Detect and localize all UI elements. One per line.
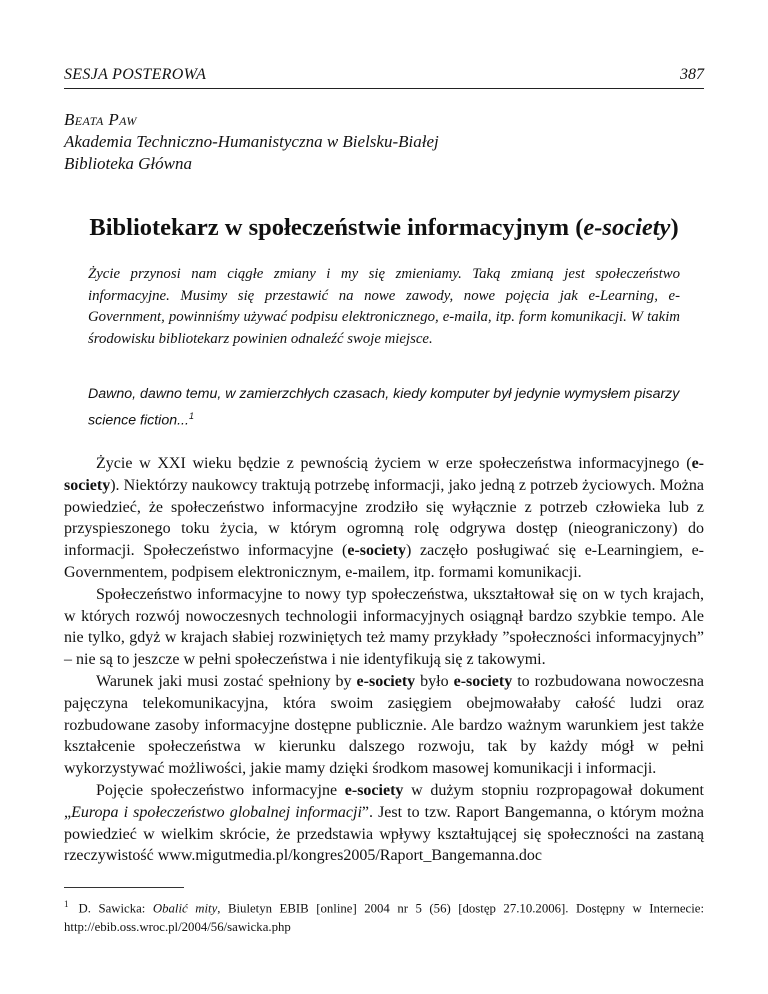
body-text-span: to rozbudowana nowoczesna pajęczyna telekomunikacyjna, która swoim zasięgiem obejmowałaby całość ludzi oraz rozbudowane zasoby informacyjne dostępne publicznie. Ale bardzo ważnym warunkiem jest także kształcenie społeczeństwa w kierunku dalszego rozwoju, tak by każdy mógł w pełni wykorzystywać możliwości, jakie mamy dzięki środkom masowej komunikacji i informacji. bbox=[64, 672, 704, 778]
body-bold-term: e-society bbox=[453, 672, 513, 690]
footnote-number: 1 bbox=[64, 899, 69, 909]
author-unit: Biblioteka Główna bbox=[64, 154, 192, 173]
footnote-author: D. Sawicka: bbox=[78, 901, 153, 916]
body-bold-term: e-society bbox=[344, 781, 404, 799]
footnote bbox=[64, 895, 704, 937]
epigraph-text: Dawno, dawno temu, w zamierzchłych czasach, kiedy komputer był jedynie wymysłem pisarzy science fiction... bbox=[88, 386, 680, 429]
body-bold-term: e-society bbox=[347, 542, 406, 560]
body-text-span: Warunek jaki musi zostać spełniony by bbox=[96, 672, 357, 690]
page-number: 387 bbox=[680, 66, 704, 83]
section-title: SESJA POSTEROWA bbox=[64, 66, 207, 83]
body-text-span: Pojęcie społeczeństwo informacyjne bbox=[96, 781, 345, 799]
footnote-rest: , Biuletyn EBIB [online] 2004 nr 5 (56) [dostęp 27.10.2006]. Dostępny w Internecie: http://ebib.oss.wroc.pl/2004/56/sawicka.php bbox=[64, 901, 705, 935]
body-bold-term: e-society bbox=[64, 455, 704, 494]
body-text-span: ”. Jest to tzw. Raport Bangemanna, o którym można powiedzieć w wielkim skrócie, że przedstawia wpływy kształtującej się społeczności na zastaną rzeczywistość www.migutmedia.pl/kongres2005/Raport_Bangemanna.doc bbox=[64, 803, 704, 865]
body-paragraph bbox=[64, 780, 704, 867]
title-close: ) bbox=[670, 214, 679, 241]
author-name: Beata Paw bbox=[64, 110, 137, 129]
footnote-divider bbox=[64, 887, 184, 888]
epigraph-footnote-ref: 1 bbox=[188, 411, 194, 421]
title-italic: e-society bbox=[583, 214, 671, 241]
author-block bbox=[64, 109, 704, 175]
body-text-span: ) zaczęło posługiwać się e-Learningiem, e-Governmentem, podpisem elektronicznym, e-mailem, itp. formami komunikacji. bbox=[64, 542, 705, 581]
body-text-span: było bbox=[415, 672, 454, 690]
body-text-span: Życie w XXI wieku będzie z pewnością życiem w erze społeczeństwa informacyjnego ( bbox=[96, 455, 692, 472]
body-text-span: ). Niektórzy naukowcy traktują potrzebę informacji, jako jedną z potrzeb życiowych. Można powiedzieć, że społeczeństwo informacyjne zrodziło się wyłącznie z potrzeb człowieka lub z przyspieszonego toku życia, w którym ogromną rolę odgrywa dostęp (nieograniczony) do informacji. Społeczeństwo informacyjne ( bbox=[64, 476, 704, 560]
running-header bbox=[64, 66, 704, 89]
body-paragraph bbox=[64, 671, 704, 780]
body-text-span: w dużym stopniu rozpropagował dokument „ bbox=[64, 781, 705, 821]
journal-page bbox=[64, 0, 704, 994]
abstract: Życie przynosi nam ciągłe zmiany i my się zmieniamy. Taką zmianą jest społeczeństwo informacyjne. Musimy się przestawić na nowe zawody, nowe pojęcia jak e-Learning, e-Government, powinniśmy używać podpisu elektronicznego, e-maila, itp. form komunikacji. W takim środowisku bibliotekarz powinien odnaleźć swoje miejsce. bbox=[88, 266, 680, 347]
footnote-title: Obalić mity bbox=[152, 901, 218, 916]
author-institution: Akademia Techniczno-Humanistyczna w Bielsku-Białej bbox=[64, 132, 439, 151]
body-bold-term: e-society bbox=[356, 672, 416, 690]
body-italic-title: Europa i społeczeństwo globalnej informacji bbox=[71, 803, 362, 821]
epigraph bbox=[88, 383, 680, 432]
body-paragraph bbox=[64, 453, 704, 584]
article-body bbox=[64, 453, 704, 867]
title-main: Bibliotekarz w społeczeństwie informacyjnym ( bbox=[89, 214, 584, 241]
body-paragraph: Społeczeństwo informacyjne to nowy typ społeczeństwa, ukształtował się on w tych krajach, w których rozwój nowoczesnych technologii informacyjnych osiągnął bardzo szybkie tempo. Ale nie tylko, gdyż w krajach słabiej rozwiniętych też mamy przykłady ”społeczności informacyjnych” – nie są to jeszcze w pełni społeczeństwa i nie identyfikują się z takowymi. bbox=[64, 585, 704, 669]
article-title bbox=[64, 212, 704, 244]
